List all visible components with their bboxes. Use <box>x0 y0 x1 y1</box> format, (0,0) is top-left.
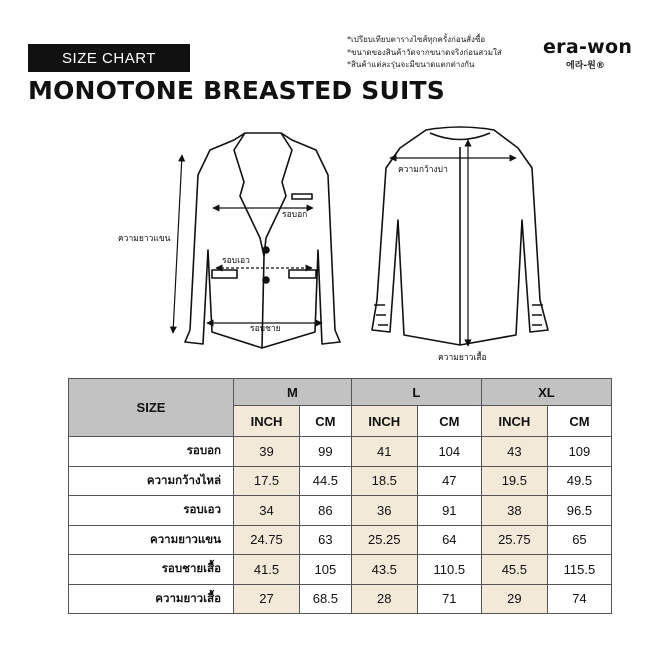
row-label: รอบชายเสื้อ <box>69 555 234 585</box>
row-label: ความยาวเสื้อ <box>69 584 234 614</box>
size-XL-header: XL <box>481 379 611 406</box>
unit-inch: INCH <box>351 406 417 437</box>
waist-label: รอบเอว <box>222 256 250 266</box>
length-label: ความยาวเสื้อ <box>438 353 487 363</box>
row-label: ความยาวแขน <box>69 525 234 555</box>
table-cell: 96.5 <box>547 496 611 526</box>
table-row <box>69 466 612 496</box>
row-label: รอบอก <box>69 437 234 467</box>
size-table <box>68 378 612 614</box>
front-measure-lines <box>173 155 322 333</box>
back-jacket-illustration <box>372 127 548 345</box>
table-cell: 49.5 <box>547 466 611 496</box>
table-cell: 24.75 <box>234 525 300 555</box>
table-cell: 27 <box>234 584 300 614</box>
brand-logo: era-won <box>543 36 633 58</box>
front-jacket-illustration <box>185 133 340 348</box>
table-cell: 34 <box>234 496 300 526</box>
chest-label: รอบอก <box>282 210 308 220</box>
table-row <box>69 496 612 526</box>
table-cell: 64 <box>417 525 481 555</box>
page-title: MONOTONE BREASTED SUITS <box>28 76 445 105</box>
sleeve-label: ความยาวแขน <box>118 234 171 244</box>
table-cell: 109 <box>547 437 611 467</box>
table-cell: 74 <box>547 584 611 614</box>
hem-label: รอบชาย <box>250 324 281 334</box>
note-line: *เปรียบเทียบตารางไซส์ทุกครั้งก่อนสั่งซื้อ <box>347 35 486 44</box>
table-cell: 29 <box>481 584 547 614</box>
table-cell: 110.5 <box>417 555 481 585</box>
row-label: รอบเอว <box>69 496 234 526</box>
table-cell: 86 <box>300 496 352 526</box>
table-cell: 43 <box>481 437 547 467</box>
table-cell: 47 <box>417 466 481 496</box>
unit-inch: INCH <box>481 406 547 437</box>
table-cell: 38 <box>481 496 547 526</box>
table-cell: 91 <box>417 496 481 526</box>
table-cell: 71 <box>417 584 481 614</box>
table-row <box>69 525 612 555</box>
size-chart-badge: SIZE CHART <box>28 44 190 72</box>
size-header: SIZE <box>69 379 234 437</box>
unit-cm: CM <box>547 406 611 437</box>
unit-cm: CM <box>300 406 352 437</box>
table-cell: 39 <box>234 437 300 467</box>
table-cell: 104 <box>417 437 481 467</box>
table-cell: 45.5 <box>481 555 547 585</box>
table-row <box>69 584 612 614</box>
table-cell: 17.5 <box>234 466 300 496</box>
shoulder-label: ความกว้างบ่า <box>398 165 448 175</box>
table-cell: 36 <box>351 496 417 526</box>
table-cell: 99 <box>300 437 352 467</box>
table-cell: 115.5 <box>547 555 611 585</box>
table-cell: 41.5 <box>234 555 300 585</box>
table-cell: 63 <box>300 525 352 555</box>
table-cell: 25.75 <box>481 525 547 555</box>
row-label: ความกว้างไหล่ <box>69 466 234 496</box>
note-line: *สินค้าแต่ละรุ่นจะมีขนาดแตกต่างกัน <box>347 60 475 69</box>
note-line: *ขนาดของสินค้าวัดจากขนาดจริงก่อนสวมใส่ <box>347 47 502 57</box>
table-cell: 105 <box>300 555 352 585</box>
size-L-header: L <box>351 379 481 406</box>
table-cell: 19.5 <box>481 466 547 496</box>
table-cell: 68.5 <box>300 584 352 614</box>
table-cell: 41 <box>351 437 417 467</box>
table-cell: 43.5 <box>351 555 417 585</box>
table-cell: 65 <box>547 525 611 555</box>
table-row <box>69 437 612 467</box>
table-cell: 28 <box>351 584 417 614</box>
size-M-header: M <box>234 379 352 406</box>
table-row <box>69 555 612 585</box>
brand-logo-sub: 에라-원® <box>566 61 605 71</box>
unit-inch: INCH <box>234 406 300 437</box>
table-cell: 18.5 <box>351 466 417 496</box>
table-cell: 25.25 <box>351 525 417 555</box>
table-cell: 44.5 <box>300 466 352 496</box>
unit-cm: CM <box>417 406 481 437</box>
